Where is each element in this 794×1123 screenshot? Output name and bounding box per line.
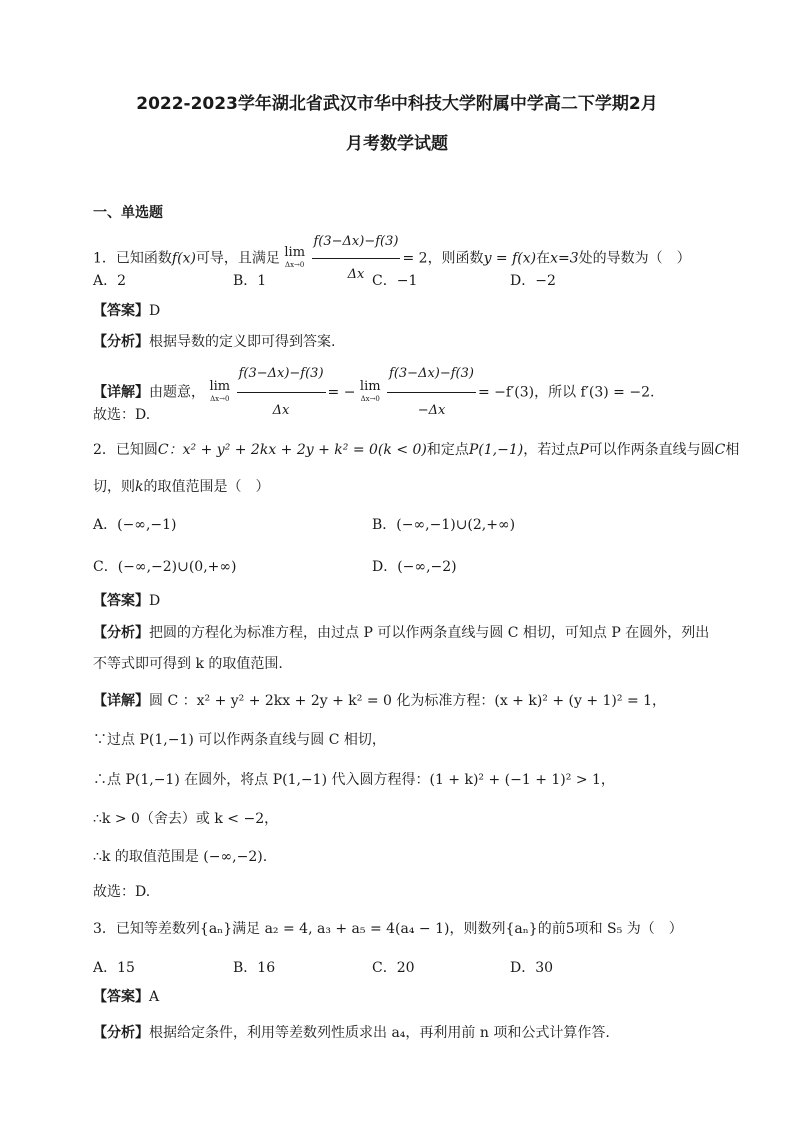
question-2-stem-line-1: 2．已知圆C：x² + y² + 2kx + 2y + k² = 0(k < 0)和定点P(1,−1)，若过点P可以作两条直线与圆C相 bbox=[93, 442, 740, 458]
q2-analysis-line-1: 【分析】把圆的方程化为标准方程，由过点 P 可以作两条直线与圆 C 相切，可知点 P 在圆外，列出 bbox=[93, 625, 710, 641]
limit-symbol: lim Δx→0 bbox=[284, 244, 306, 269]
q1-choose: 故选：D. bbox=[93, 407, 151, 423]
q2-answer: 【答案】D bbox=[93, 593, 161, 609]
title-line-2: 月考数学试题 bbox=[346, 134, 448, 154]
section-heading: 一、单选题 bbox=[93, 205, 163, 221]
q2-detail-line-2: ∵过点 P(1,−1) 可以作两条直线与圆 C 相切， bbox=[93, 732, 386, 748]
question-3-stem: 3．已知等差数列{aₙ}满足 a₂ = 4, a₃ + a₅ = 4(a₄ − 1)，则数列{aₙ}的前5项和 S₅ 为（ ） bbox=[93, 921, 683, 937]
q2-option-d: D．(−∞,−2) bbox=[372, 559, 457, 575]
limit-symbol: lim Δx→0 bbox=[209, 378, 231, 403]
fraction: $\frac{f(3-\Delta x)-f(3)}{\Delta x}$ bbox=[237, 356, 326, 429]
title-line-1: 2022-2023学年湖北省武汉市华中科技大学附属中学高二下学期2月 bbox=[136, 94, 658, 114]
q2-detail-line-3: ∴点 P(1,−1) 在圆外，将点 P(1,−1) 代入圆方程得：(1 + k)² + (−1 + 1)² > 1， bbox=[93, 772, 615, 788]
q2-detail-line-5: ∴k 的取值范围是 (−∞,−2). bbox=[93, 849, 268, 865]
q2-detail-line-1: 【详解】圆 C ：x² + y² + 2kx + 2y + k² = 0 化为标准方程：(x + k)² + (y + 1)² = 1， bbox=[93, 693, 667, 709]
q1-detail: 【详解】由题意， lim Δx→0 $\frac{f(3-\Delta x)-f(3)}{\Delta x}$ = − lim Δx→0 $\frac{f(3-\Delta x)-f(3)}{-\Delta x}$ = −f′(3)，所以 f′(3) = −2. bbox=[93, 356, 714, 429]
fraction: $\frac{f(3-\Delta x)-f(3)}{\Delta x}$ bbox=[312, 226, 401, 291]
q2-option-c: C．(−∞,−2)∪(0,+∞) bbox=[93, 559, 237, 575]
q1-answer: 【答案】D bbox=[93, 303, 161, 319]
q3-option-d: D．30 bbox=[510, 960, 554, 976]
q2-option-a: A．(−∞,−1) bbox=[93, 517, 177, 533]
q2-detail-line-4: ∴k > 0（舍去）或 k < −2， bbox=[93, 811, 279, 827]
fraction: $\frac{f(3-\Delta x)-f(3)}{-\Delta x}$ bbox=[387, 356, 476, 429]
q3-option-c: C．20 bbox=[372, 960, 415, 976]
q1-analysis: 【分析】根据导数的定义即可得到答案. bbox=[93, 334, 336, 350]
q3-option-a: A．15 bbox=[93, 960, 135, 976]
limit-symbol: lim Δx→0 bbox=[359, 378, 381, 403]
q3-option-b: B．16 bbox=[233, 960, 276, 976]
q2-analysis-line-2: 不等式即可得到 k 的取值范围. bbox=[93, 656, 283, 672]
q1-option-b: B．1 bbox=[233, 273, 267, 289]
question-1-stem: 1．已知函数f(x)可导，且满足 lim Δx→0 $\frac{f(3-\Delta x)-f(3)}{\Delta x}$ = 2，则函数y = f(x)在x=3处的导数为（ ） bbox=[93, 226, 714, 291]
q2-option-b: B．(−∞,−1)∪(2,+∞) bbox=[372, 517, 516, 533]
q3-answer: 【答案】A bbox=[93, 989, 160, 1005]
q3-analysis: 【分析】根据给定条件，利用等差数列性质求出 a₄，再利用前 n 项和公式计算作答. bbox=[93, 1025, 610, 1041]
q2-choose: 故选：D. bbox=[93, 884, 151, 900]
q1-option-c: C．−1 bbox=[372, 273, 418, 289]
question-2-stem-line-2: 切，则k的取值范围是（ ） bbox=[93, 479, 270, 495]
q1-option-d: D．−2 bbox=[510, 273, 556, 289]
q1-option-a: A．2 bbox=[93, 273, 127, 289]
